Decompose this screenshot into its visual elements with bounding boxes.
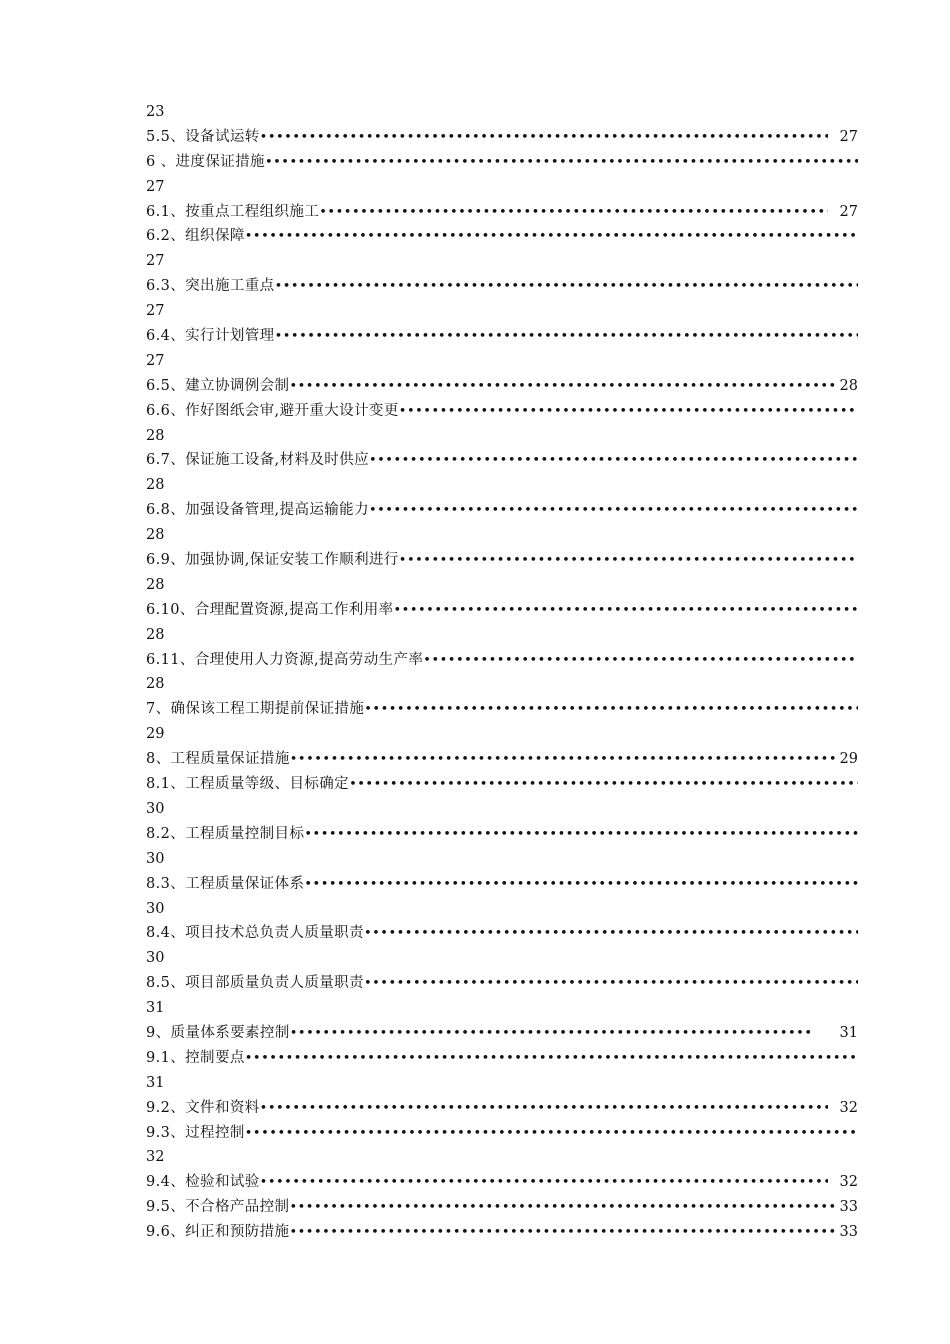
toc-page-number-line xyxy=(146,299,858,324)
toc-entry-title: 9、质量体系要素控制 xyxy=(146,1024,290,1041)
dot-leader xyxy=(260,1171,828,1195)
dot-leader xyxy=(394,599,859,623)
toc-entry-title: 9.3、过程控制 xyxy=(146,1124,245,1141)
toc-entry-page-number: 33 xyxy=(839,1224,858,1241)
dot-leader xyxy=(290,748,838,772)
toc-entry-title: 9.4、检验和试验 xyxy=(146,1174,260,1191)
toc-entry-title: 5.5、设备试运转 xyxy=(146,128,260,145)
toc-entry[interactable] xyxy=(146,598,858,623)
toc-page-number: 31 xyxy=(146,1074,165,1091)
toc-entry-title: 8.2、工程质量控制目标 xyxy=(146,825,305,842)
toc-entry-page-number: 31 xyxy=(839,1024,858,1041)
toc-entry-title: 6.3、突出施工重点 xyxy=(146,278,275,295)
toc-entry[interactable] xyxy=(146,548,858,573)
toc-entry[interactable] xyxy=(146,921,858,946)
toc-entry-page-number: 27 xyxy=(839,128,858,145)
toc-entry[interactable] xyxy=(146,448,858,473)
toc-page-number: 30 xyxy=(146,950,165,967)
toc-entry-title: 8.5、项目部质量负责人质量职责 xyxy=(146,975,364,992)
toc-entry[interactable] xyxy=(146,274,858,299)
toc-entry-page-number: 33 xyxy=(839,1199,858,1216)
toc-page-number: 28 xyxy=(146,576,165,593)
toc-entry[interactable] xyxy=(146,697,858,722)
dot-leader xyxy=(399,400,858,424)
toc-entry-title: 6.6、作好图纸会审,避开重大设计变更 xyxy=(146,402,399,419)
toc-page-number: 28 xyxy=(146,427,165,444)
toc-page-number-line xyxy=(146,573,858,598)
toc-page-number: 30 xyxy=(146,800,165,817)
dot-leader xyxy=(364,698,858,722)
toc-entry-title: 9.5、不合格产品控制 xyxy=(146,1199,290,1216)
toc-entry[interactable] xyxy=(146,822,858,847)
toc-entry-title: 9.2、文件和资料 xyxy=(146,1099,260,1116)
toc-entry-title: 6.1、按重点工程组织施工 xyxy=(146,203,320,220)
toc-page-number-line xyxy=(146,623,858,648)
dot-leader xyxy=(399,549,858,573)
toc-entry-title: 6.10、合理配置资源,提高工作利用率 xyxy=(146,601,394,618)
dot-leader xyxy=(289,375,837,399)
toc-entry[interactable] xyxy=(146,1220,858,1245)
toc-entry-page-number: 27 xyxy=(839,203,858,220)
toc-page-number-line xyxy=(146,946,858,971)
toc-page-number-line xyxy=(146,523,858,548)
dot-leader xyxy=(289,1196,837,1220)
toc-entry-page-number: 32 xyxy=(839,1099,858,1116)
table-of-contents xyxy=(146,100,858,1245)
dot-leader xyxy=(364,972,858,996)
toc-page-number-line xyxy=(146,424,858,449)
dot-leader xyxy=(304,873,858,897)
toc-page-number: 32 xyxy=(146,1149,165,1166)
dot-leader xyxy=(245,1047,858,1071)
toc-entry-title: 8.4、项目技术总负责人质量职责 xyxy=(146,925,364,942)
dot-leader xyxy=(319,201,827,225)
toc-page-number-line xyxy=(146,847,858,872)
dot-leader xyxy=(245,1122,858,1146)
dot-leader xyxy=(289,1221,837,1245)
toc-entry[interactable] xyxy=(146,200,858,225)
toc-page-number-line xyxy=(146,175,858,200)
toc-page-number-line xyxy=(146,349,858,374)
toc-entry[interactable] xyxy=(146,772,858,797)
toc-page-number: 30 xyxy=(146,900,165,917)
toc-entry-title: 8.1、工程质量等级、目标确定 xyxy=(146,776,350,793)
toc-entry[interactable] xyxy=(146,374,858,399)
toc-entry[interactable] xyxy=(146,498,858,523)
toc-page-number-line xyxy=(146,996,858,1021)
toc-page-number: 27 xyxy=(146,303,165,320)
toc-page-number-line xyxy=(146,473,858,498)
toc-entry[interactable] xyxy=(146,1046,858,1071)
dot-leader xyxy=(369,499,858,523)
dot-leader xyxy=(304,823,858,847)
toc-entry[interactable] xyxy=(146,747,858,772)
toc-entry[interactable] xyxy=(146,1195,858,1220)
dot-leader xyxy=(423,649,858,673)
toc-page-number: 28 xyxy=(146,676,165,693)
toc-page-number-line xyxy=(146,897,858,922)
toc-entry[interactable] xyxy=(146,648,858,673)
dot-leader xyxy=(260,1097,828,1121)
toc-entry[interactable] xyxy=(146,1021,858,1046)
toc-entry[interactable] xyxy=(146,324,858,349)
toc-page-number-line xyxy=(146,1071,858,1096)
toc-entry[interactable] xyxy=(146,1121,858,1146)
toc-entry-title: 6.9、加强协调,保证安装工作顺利进行 xyxy=(146,552,399,569)
toc-page-number: 29 xyxy=(146,726,165,743)
dot-leader xyxy=(260,126,828,150)
toc-entry-page-number: 29 xyxy=(839,751,858,768)
dot-leader xyxy=(349,773,858,797)
toc-entry-title: 6.4、实行计划管理 xyxy=(146,328,275,345)
toc-entry[interactable] xyxy=(146,125,858,150)
toc-page-number-line xyxy=(146,100,858,125)
toc-entry-title: 9.6、纠正和预防措施 xyxy=(146,1224,290,1241)
toc-page-number: 27 xyxy=(146,352,165,369)
dot-leader xyxy=(265,151,858,175)
dot-leader xyxy=(290,1022,814,1046)
toc-entry-title: 6 、进度保证措施 xyxy=(146,153,265,170)
dot-leader xyxy=(275,275,858,299)
toc-page-number: 28 xyxy=(146,626,165,643)
toc-page-number-line xyxy=(146,797,858,822)
toc-entry[interactable] xyxy=(146,1096,858,1121)
toc-entry[interactable] xyxy=(146,224,858,249)
toc-page-number: 28 xyxy=(146,527,165,544)
toc-entry[interactable] xyxy=(146,1170,858,1195)
dot-leader xyxy=(364,922,858,946)
toc-page-number-line xyxy=(146,672,858,697)
dot-leader xyxy=(245,225,858,249)
toc-entry-title: 6.5、建立协调例会制 xyxy=(146,377,290,394)
toc-entry[interactable] xyxy=(146,399,858,424)
toc-page-number: 23 xyxy=(146,104,165,120)
toc-entry[interactable] xyxy=(146,971,858,996)
toc-page-number-line xyxy=(146,722,858,747)
toc-entry-title: 7、确保该工程工期提前保证措施 xyxy=(146,701,365,718)
toc-entry-title: 6.2、组织保障 xyxy=(146,228,245,245)
dot-leader xyxy=(275,325,858,349)
toc-page-number-line xyxy=(146,249,858,274)
toc-page-number: 31 xyxy=(146,1000,165,1017)
toc-entry[interactable] xyxy=(146,872,858,897)
toc-page-number: 27 xyxy=(146,253,165,270)
toc-page-number: 28 xyxy=(146,477,165,494)
toc-entry-title: 6.11、合理使用人力资源,提高劳动生产率 xyxy=(146,651,424,668)
toc-entry-title: 6.7、保证施工设备,材料及时供应 xyxy=(146,452,369,469)
toc-entry-title: 6.8、加强设备管理,提高运输能力 xyxy=(146,502,369,519)
toc-entry-title: 8、工程质量保证措施 xyxy=(146,751,290,768)
toc-entry-page-number: 28 xyxy=(839,377,858,394)
toc-entry-title: 9.1、控制要点 xyxy=(146,1049,245,1066)
toc-entry-title: 8.3、工程质量保证体系 xyxy=(146,875,305,892)
toc-page-number-line xyxy=(146,1145,858,1170)
dot-leader xyxy=(369,449,858,473)
toc-page-number: 30 xyxy=(146,850,165,867)
toc-entry[interactable] xyxy=(146,150,858,175)
toc-page-number: 27 xyxy=(146,178,165,195)
toc-entry-page-number: 32 xyxy=(839,1174,858,1191)
